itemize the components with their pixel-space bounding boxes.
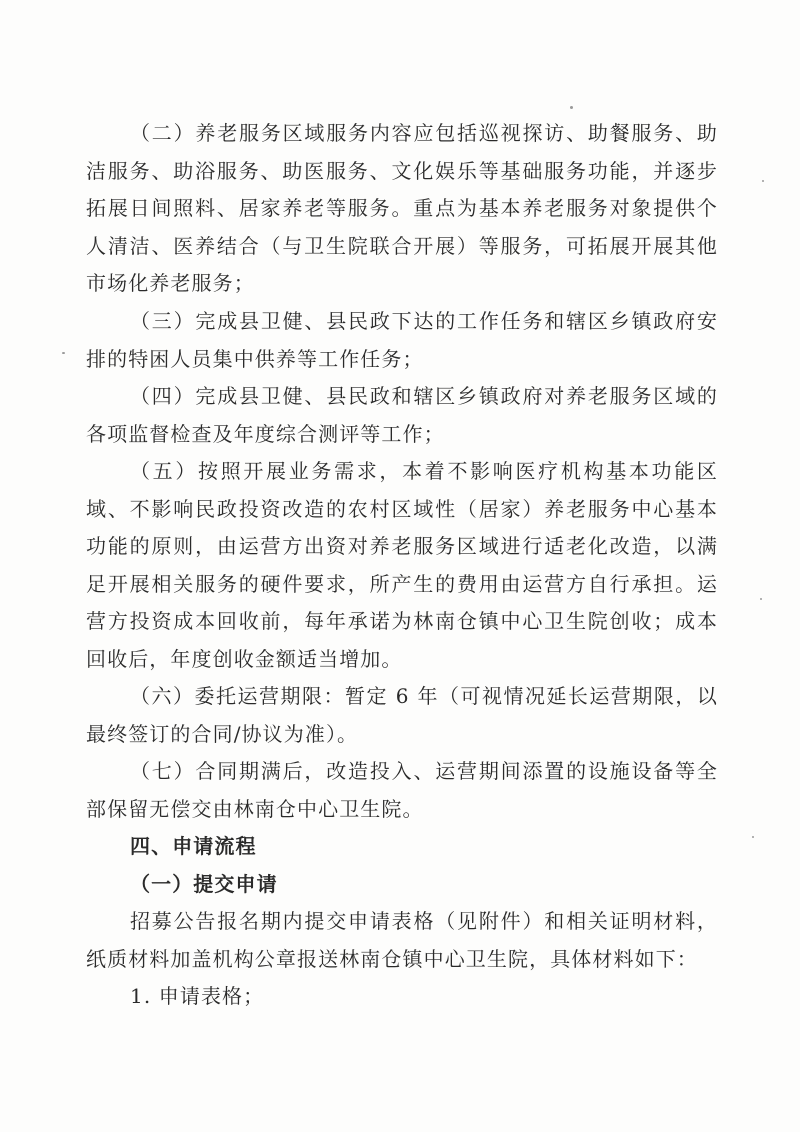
subsection-heading-submit: （一）提交申请 bbox=[130, 872, 278, 896]
scan-speck bbox=[62, 352, 65, 354]
paragraph-service-content: （二）养老服务区域服务内容应包括巡视探访、助餐服务、助洁服务、助浴服务、助医服务、文化娱乐等基础服务功能，并逐步拓展日间照料、居家养老等服务。重点为基本养老服务对象提供个人清洁、医养结合（与卫生院联合开展）等服务，可拓展开展其他市场化养老服务； bbox=[86, 121, 718, 296]
scan-speck bbox=[760, 598, 762, 600]
scan-speck bbox=[762, 180, 764, 182]
paragraph-expiry: （七）合同期满后，改造投入、运营期间添置的设施设备等全部保留无偿交由林南仓中心卫生院。 bbox=[86, 759, 718, 821]
paragraph-renovation: （五）按照开展业务需求，本着不影响医疗机构基本功能区域、不影响民政投资改造的农村区域性（居家）养老服务中心基本功能的原则，由运营方出资对养老服务区域进行适老化改造，以满足开展相关服务的硬件要求，所产生的费用由运营方自行承担。运营方投资成本回收前，每年承诺为林南仓镇中心卫生院创收；成本回收后，年度创收金额适当增加。 bbox=[86, 459, 718, 671]
section-heading-application-process: 四、申请流程 bbox=[130, 834, 257, 858]
paragraph-tasks: （三）完成县卫健、县民政下达的工作任务和辖区乡镇政府安排的特困人员集中供养等工作任务； bbox=[86, 309, 718, 371]
paragraph-submission: 招募公告报名期内提交申请表格（见附件）和相关证明材料，纸质材料加盖机构公章报送林南仓镇中心卫生院，具体材料如下： bbox=[86, 909, 718, 971]
paragraph-supervision: （四）完成县卫健、县民政和辖区乡镇政府对养老服务区域的各项监督检查及年度综合测评等工作； bbox=[86, 384, 718, 446]
scan-speck bbox=[752, 836, 754, 838]
list-item-application-form: 1. 申请表格； bbox=[130, 984, 265, 1008]
paragraph-term: （六）委托运营期限：暂定 6 年（可视情况延长运营期限，以最终签订的合同/协议为准）。 bbox=[86, 684, 718, 746]
scan-speck bbox=[570, 106, 573, 109]
